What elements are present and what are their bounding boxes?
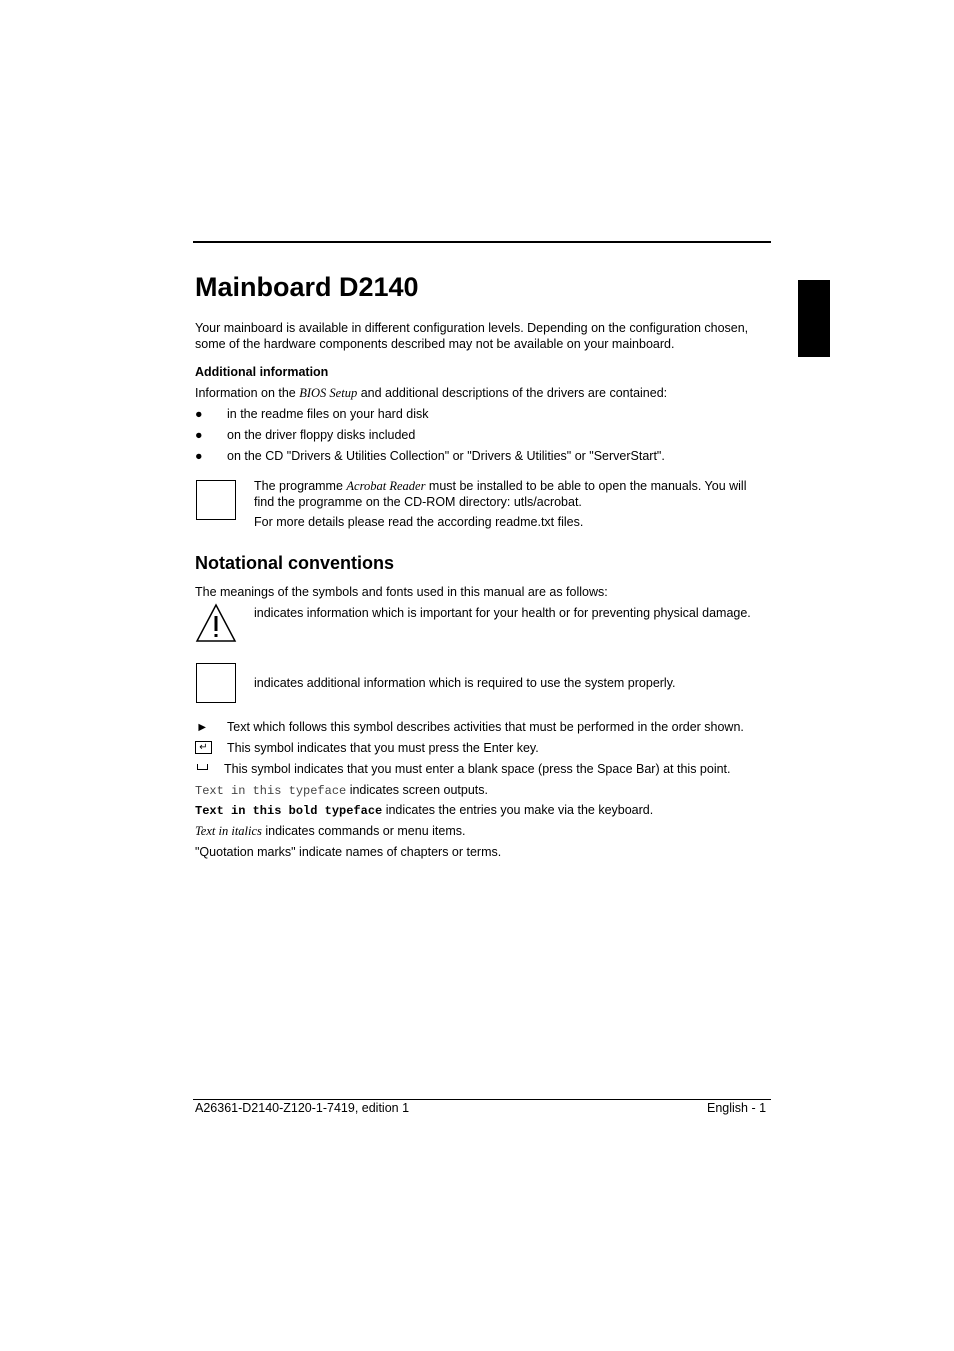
lead-text: Information on the — [195, 386, 300, 400]
bullet-marker: ● — [195, 428, 203, 442]
lead-italic: BIOS Setup — [299, 386, 358, 400]
bullet-marker: ● — [195, 449, 203, 463]
note-text-end: must be installed to be able to open the manuals. You will find the programme on the CD-ROM directory: utls/acrobat. — [254, 479, 747, 509]
italic-text: indicates commands or menu items. — [261, 824, 466, 838]
arrow-icon: ► — [196, 720, 209, 734]
info-note-icon — [196, 663, 236, 703]
screen-output-sample: Text in this typeface — [195, 784, 347, 798]
conventions-intro: The meanings of the symbols and fonts used in this manual are as follows: — [195, 585, 608, 599]
additional-info-heading: Additional information — [195, 365, 329, 379]
screen-output-convention — [195, 783, 488, 798]
info-note-icon — [196, 480, 236, 520]
footer-rule — [193, 1099, 771, 1100]
additional-info-lead — [195, 386, 770, 402]
note-readme-line: For more details please read the according readme.txt files. — [254, 515, 584, 529]
info-description: indicates additional information which is required to use the system properly. — [254, 676, 676, 690]
enter-description: This symbol indicates that you must press the Enter key. — [227, 741, 539, 755]
list-item: on the driver floppy disks included — [227, 428, 416, 442]
arrow-description: Text which follows this symbol describes activities that must be performed in the order shown. — [227, 720, 744, 734]
note-italic: Acrobat Reader — [346, 479, 426, 493]
language-tab-marker — [798, 280, 830, 357]
quotation-convention: "Quotation marks" indicate names of chapters or terms. — [195, 845, 502, 859]
screen-output-text: indicates screen outputs. — [346, 783, 488, 797]
page-title: Mainboard D2140 — [195, 272, 419, 302]
document-id: A26361-D2140-Z120-1-7419, edition 1 — [195, 1101, 410, 1115]
note-paragraph — [254, 479, 770, 510]
section-heading: Notational conventions — [195, 553, 395, 573]
warning-icon — [195, 603, 237, 643]
intro-paragraph: Your mainboard is available in different configuration levels. Depending on the configuration chosen, some of the hardware components described may not be available on your mainboard. — [195, 321, 749, 351]
note-text: The programme — [254, 479, 347, 493]
header-rule — [193, 241, 771, 243]
keyboard-entry-sample: Text in this bold typeface — [195, 804, 383, 818]
lead-text-end: and additional descriptions of the drivers are contained: — [357, 386, 668, 400]
enter-key-icon: ↵ — [195, 741, 212, 754]
keyboard-entry-convention — [195, 803, 653, 818]
page-number: English - 1 — [707, 1101, 767, 1115]
bullet-marker: ● — [195, 407, 203, 421]
list-item: in the readme files on your hard disk — [227, 407, 429, 421]
italic-convention — [195, 824, 465, 839]
warning-description: indicates information which is important for your health or for preventing physical damage. — [254, 606, 751, 620]
italic-sample: Text in italics — [195, 824, 262, 838]
space-description: This symbol indicates that you must enter a blank space (press the Space Bar) at this point. — [224, 762, 731, 776]
list-item: on the CD "Drivers & Utilities Collection" or "Drivers & Utilities" or "ServerStart". — [227, 449, 665, 463]
space-bar-icon — [197, 764, 208, 770]
keyboard-entry-text: indicates the entries you make via the keyboard. — [382, 803, 654, 817]
